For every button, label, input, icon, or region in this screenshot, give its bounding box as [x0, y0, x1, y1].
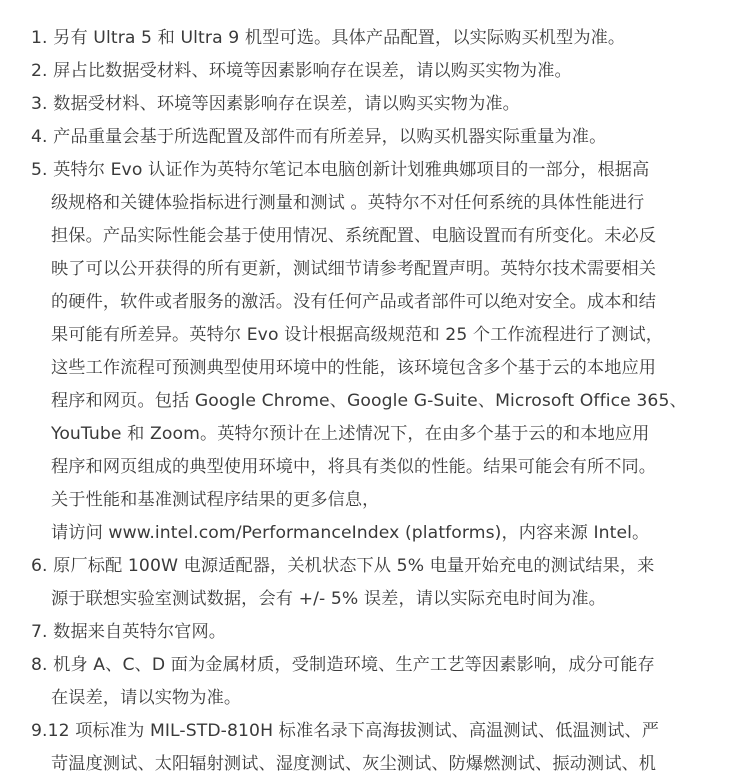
note-6 [0, 550, 750, 616]
note-line: 4. 产品重量会基于所选配置及部件而有所差异，以购买机器实际重量为准。 [31, 127, 607, 147]
note-line: 级规格和关键体验指标进行测量和测试 。英特尔不对任何系统的具体性能进行 [51, 193, 645, 213]
note-5 [0, 154, 750, 550]
note-line: 1. 另有 Ultra 5 和 Ultra 9 机型可选。具体产品配置，以实际购买机型为准。 [31, 28, 626, 48]
note-line: 的硬件，软件或者服务的激活。没有任何产品或者部件可以绝对安全。成本和结 [51, 292, 657, 312]
note-line: 这些工作流程可预测典型使用环境中的性能，该环境包含多个基于云的本地应用 [51, 358, 657, 378]
note-line: 映了可以公开获得的所有更新，测试细节请参考配置声明。英特尔技术需要相关 [51, 259, 657, 279]
note-1 [0, 22, 750, 55]
note-line: 程序和网页。包括 Google Chrome、Google G-Suite、Microsoft Office 365、 [51, 391, 687, 411]
note-line: 果可能有所差异。英特尔 Evo 设计根据高级规范和 25 个工作流程进行了测试， [51, 325, 664, 345]
note-line: 7. 数据来自英特尔官网。 [31, 622, 227, 642]
note-line: 6. 原厂标配 100W 电源适配器，关机状态下从 5% 电量开始充电的测试结果，来 [31, 556, 655, 576]
note-line: 源于联想实验室测试数据，会有 +/- 5% 误差，请以实际充电时间为准。 [51, 589, 606, 609]
note-line: 关于性能和基准测试程序结果的更多信息， [51, 490, 380, 510]
note-line: 3. 数据受材料、环境等因素影响存在误差，请以购买实物为准。 [31, 94, 520, 114]
note-line: YouTube 和 Zoom。英特尔预计在上述情况下，在由多个基于云的和本地应用 [51, 424, 650, 444]
note-line: 9.12 项标准为 MIL-STD-810H 标准名录下高海拔测试、高温测试、低温测试、严 [31, 721, 659, 741]
note-9 [0, 715, 750, 781]
note-4 [0, 121, 750, 154]
note-line: 5. 英特尔 Evo 认证作为英特尔笔记本电脑创新计划雅典娜项目的一部分，根据高 [31, 160, 650, 180]
note-line: 在误差，请以实物为准。 [51, 688, 242, 708]
note-line: 苛温度测试、太阳辐射测试、湿度测试、灰尘测试、防爆燃测试、振动测试、机 [51, 754, 657, 774]
disclaimer-notes [0, 22, 750, 781]
note-3 [0, 88, 750, 121]
note-8 [0, 649, 750, 715]
note-line: 程序和网页组成的典型使用环境中，将具有类似的性能。结果可能会有所不同。 [51, 457, 657, 477]
note-line: 2. 屏占比数据受材料、环境等因素影响存在误差，请以购买实物为准。 [31, 61, 572, 81]
note-line: 请访问 www.intel.com/PerformanceIndex (platforms)，内容来源 Intel。 [51, 523, 650, 543]
note-line: 8. 机身 A、C、D 面为金属材质，受制造环境、生产工艺等因素影响，成分可能存 [31, 655, 655, 675]
note-7 [0, 616, 750, 649]
note-2 [0, 55, 750, 88]
note-line: 担保。产品实际性能会基于使用情况、系统配置、电脑设置而有所变化。未必反 [51, 226, 657, 246]
